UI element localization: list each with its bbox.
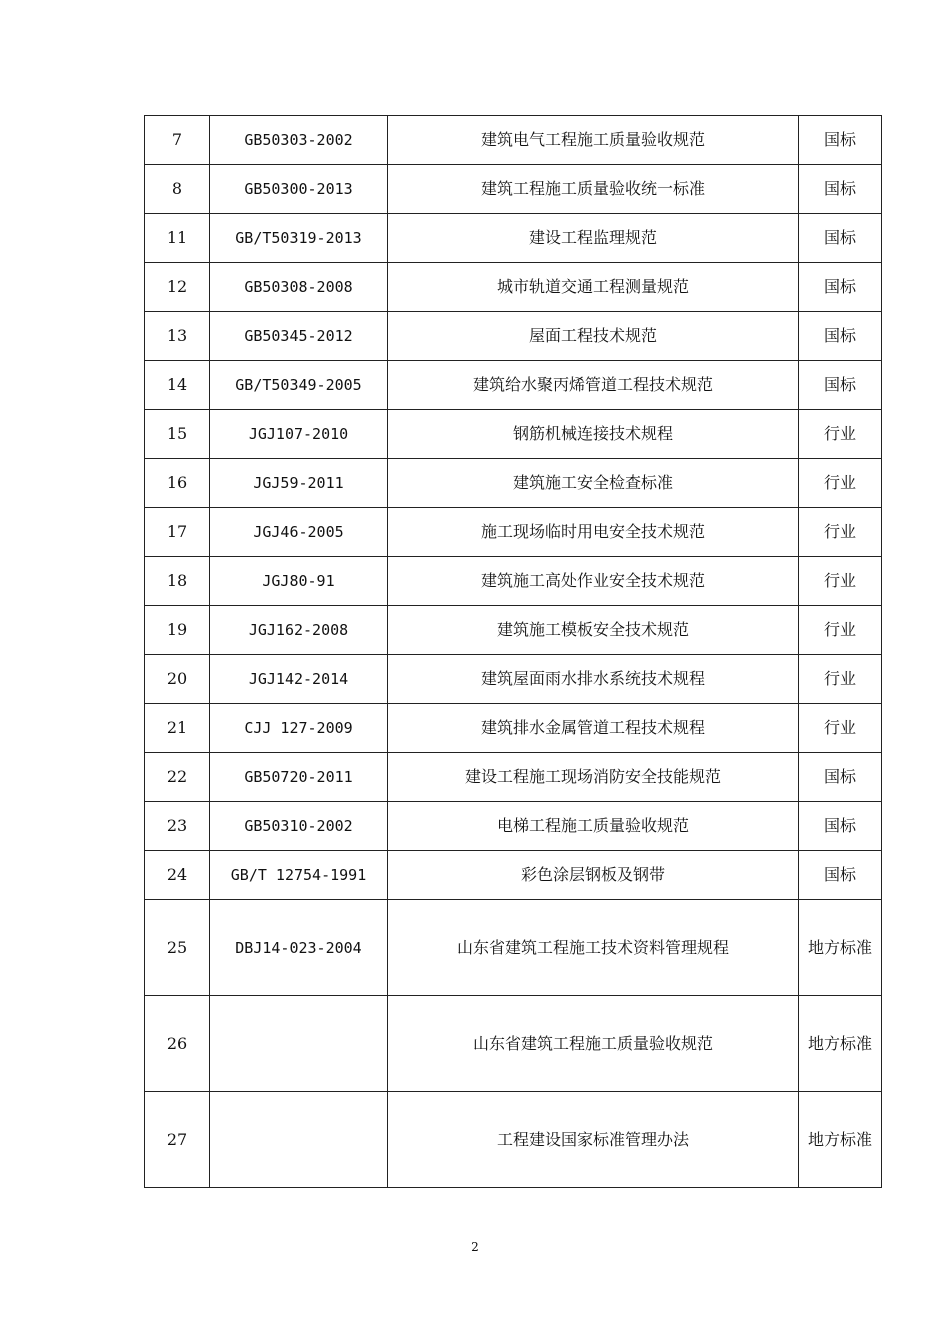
table-row xyxy=(145,557,882,606)
standard-category: 行业 xyxy=(799,410,882,459)
standard-category: 国标 xyxy=(799,361,882,410)
standard-code: GB50720-2011 xyxy=(210,753,388,802)
row-number: 16 xyxy=(145,459,210,508)
row-number: 14 xyxy=(145,361,210,410)
standards-table xyxy=(144,115,882,1188)
standard-category: 国标 xyxy=(799,802,882,851)
row-number: 23 xyxy=(145,802,210,851)
standards-table-body xyxy=(145,116,882,1188)
table-row xyxy=(145,996,882,1092)
row-number: 7 xyxy=(145,116,210,165)
standard-name: 建设工程监理规范 xyxy=(388,214,799,263)
standard-name: 建筑施工模板安全技术规范 xyxy=(388,606,799,655)
standard-category: 行业 xyxy=(799,655,882,704)
standard-category: 行业 xyxy=(799,508,882,557)
standard-code: GB50310-2002 xyxy=(210,802,388,851)
standard-code: JGJ142-2014 xyxy=(210,655,388,704)
standard-code: GB/T50319-2013 xyxy=(210,214,388,263)
standard-name: 建筑排水金属管道工程技术规程 xyxy=(388,704,799,753)
row-number: 13 xyxy=(145,312,210,361)
standard-code: GB/T50349-2005 xyxy=(210,361,388,410)
standard-name: 钢筋机械连接技术规程 xyxy=(388,410,799,459)
standard-name: 建筑工程施工质量验收统一标准 xyxy=(388,165,799,214)
table-row xyxy=(145,410,882,459)
table-row xyxy=(145,508,882,557)
standard-code: JGJ107-2010 xyxy=(210,410,388,459)
standard-code: GB50303-2002 xyxy=(210,116,388,165)
row-number: 21 xyxy=(145,704,210,753)
table-row xyxy=(145,655,882,704)
row-number: 26 xyxy=(145,996,210,1092)
standard-name: 建筑电气工程施工质量验收规范 xyxy=(388,116,799,165)
table-row xyxy=(145,900,882,996)
standard-category: 地方标准 xyxy=(799,900,882,996)
standard-category: 国标 xyxy=(799,165,882,214)
table-row xyxy=(145,753,882,802)
standard-category: 国标 xyxy=(799,753,882,802)
standard-name: 城市轨道交通工程测量规范 xyxy=(388,263,799,312)
standard-name: 山东省建筑工程施工质量验收规范 xyxy=(388,996,799,1092)
row-number: 15 xyxy=(145,410,210,459)
standard-category: 国标 xyxy=(799,312,882,361)
standard-name: 彩色涂层钢板及钢带 xyxy=(388,851,799,900)
standard-name: 电梯工程施工质量验收规范 xyxy=(388,802,799,851)
row-number: 19 xyxy=(145,606,210,655)
standard-category: 行业 xyxy=(799,704,882,753)
standard-category: 地方标准 xyxy=(799,1092,882,1188)
standard-name: 施工现场临时用电安全技术规范 xyxy=(388,508,799,557)
standard-category: 行业 xyxy=(799,606,882,655)
standard-category: 行业 xyxy=(799,557,882,606)
row-number: 27 xyxy=(145,1092,210,1188)
standard-name: 工程建设国家标准管理办法 xyxy=(388,1092,799,1188)
row-number: 24 xyxy=(145,851,210,900)
standard-code xyxy=(210,996,388,1092)
standard-name: 建筑施工安全检查标准 xyxy=(388,459,799,508)
standard-category: 国标 xyxy=(799,263,882,312)
standard-code: JGJ162-2008 xyxy=(210,606,388,655)
row-number: 8 xyxy=(145,165,210,214)
standard-code: JGJ59-2011 xyxy=(210,459,388,508)
table-row xyxy=(145,606,882,655)
standard-category: 地方标准 xyxy=(799,996,882,1092)
standard-code: GB50308-2008 xyxy=(210,263,388,312)
standard-name: 山东省建筑工程施工技术资料管理规程 xyxy=(388,900,799,996)
standard-code: GB/T 12754-1991 xyxy=(210,851,388,900)
table-row xyxy=(145,263,882,312)
standard-name: 建设工程施工现场消防安全技能规范 xyxy=(388,753,799,802)
table-row xyxy=(145,802,882,851)
standard-category: 行业 xyxy=(799,459,882,508)
standard-name: 建筑给水聚丙烯管道工程技术规范 xyxy=(388,361,799,410)
standard-name: 建筑施工高处作业安全技术规范 xyxy=(388,557,799,606)
row-number: 18 xyxy=(145,557,210,606)
row-number: 22 xyxy=(145,753,210,802)
standard-code: JGJ46-2005 xyxy=(210,508,388,557)
standard-code: JGJ80-91 xyxy=(210,557,388,606)
table-row xyxy=(145,704,882,753)
standard-category: 国标 xyxy=(799,116,882,165)
table-row xyxy=(145,165,882,214)
standard-code: CJJ 127-2009 xyxy=(210,704,388,753)
table-row xyxy=(145,459,882,508)
table-row xyxy=(145,214,882,263)
row-number: 20 xyxy=(145,655,210,704)
standard-code xyxy=(210,1092,388,1188)
table-row xyxy=(145,116,882,165)
standard-code: GB50345-2012 xyxy=(210,312,388,361)
table-row xyxy=(145,1092,882,1188)
row-number: 12 xyxy=(145,263,210,312)
standard-category: 国标 xyxy=(799,851,882,900)
standard-code: DBJ14-023-2004 xyxy=(210,900,388,996)
standard-name: 建筑屋面雨水排水系统技术规程 xyxy=(388,655,799,704)
standard-category: 国标 xyxy=(799,214,882,263)
table-row xyxy=(145,851,882,900)
standard-code: GB50300-2013 xyxy=(210,165,388,214)
standard-name: 屋面工程技术规范 xyxy=(388,312,799,361)
table-row xyxy=(145,312,882,361)
table-row xyxy=(145,361,882,410)
page-number: 2 xyxy=(471,1240,479,1254)
row-number: 17 xyxy=(145,508,210,557)
row-number: 25 xyxy=(145,900,210,996)
row-number: 11 xyxy=(145,214,210,263)
